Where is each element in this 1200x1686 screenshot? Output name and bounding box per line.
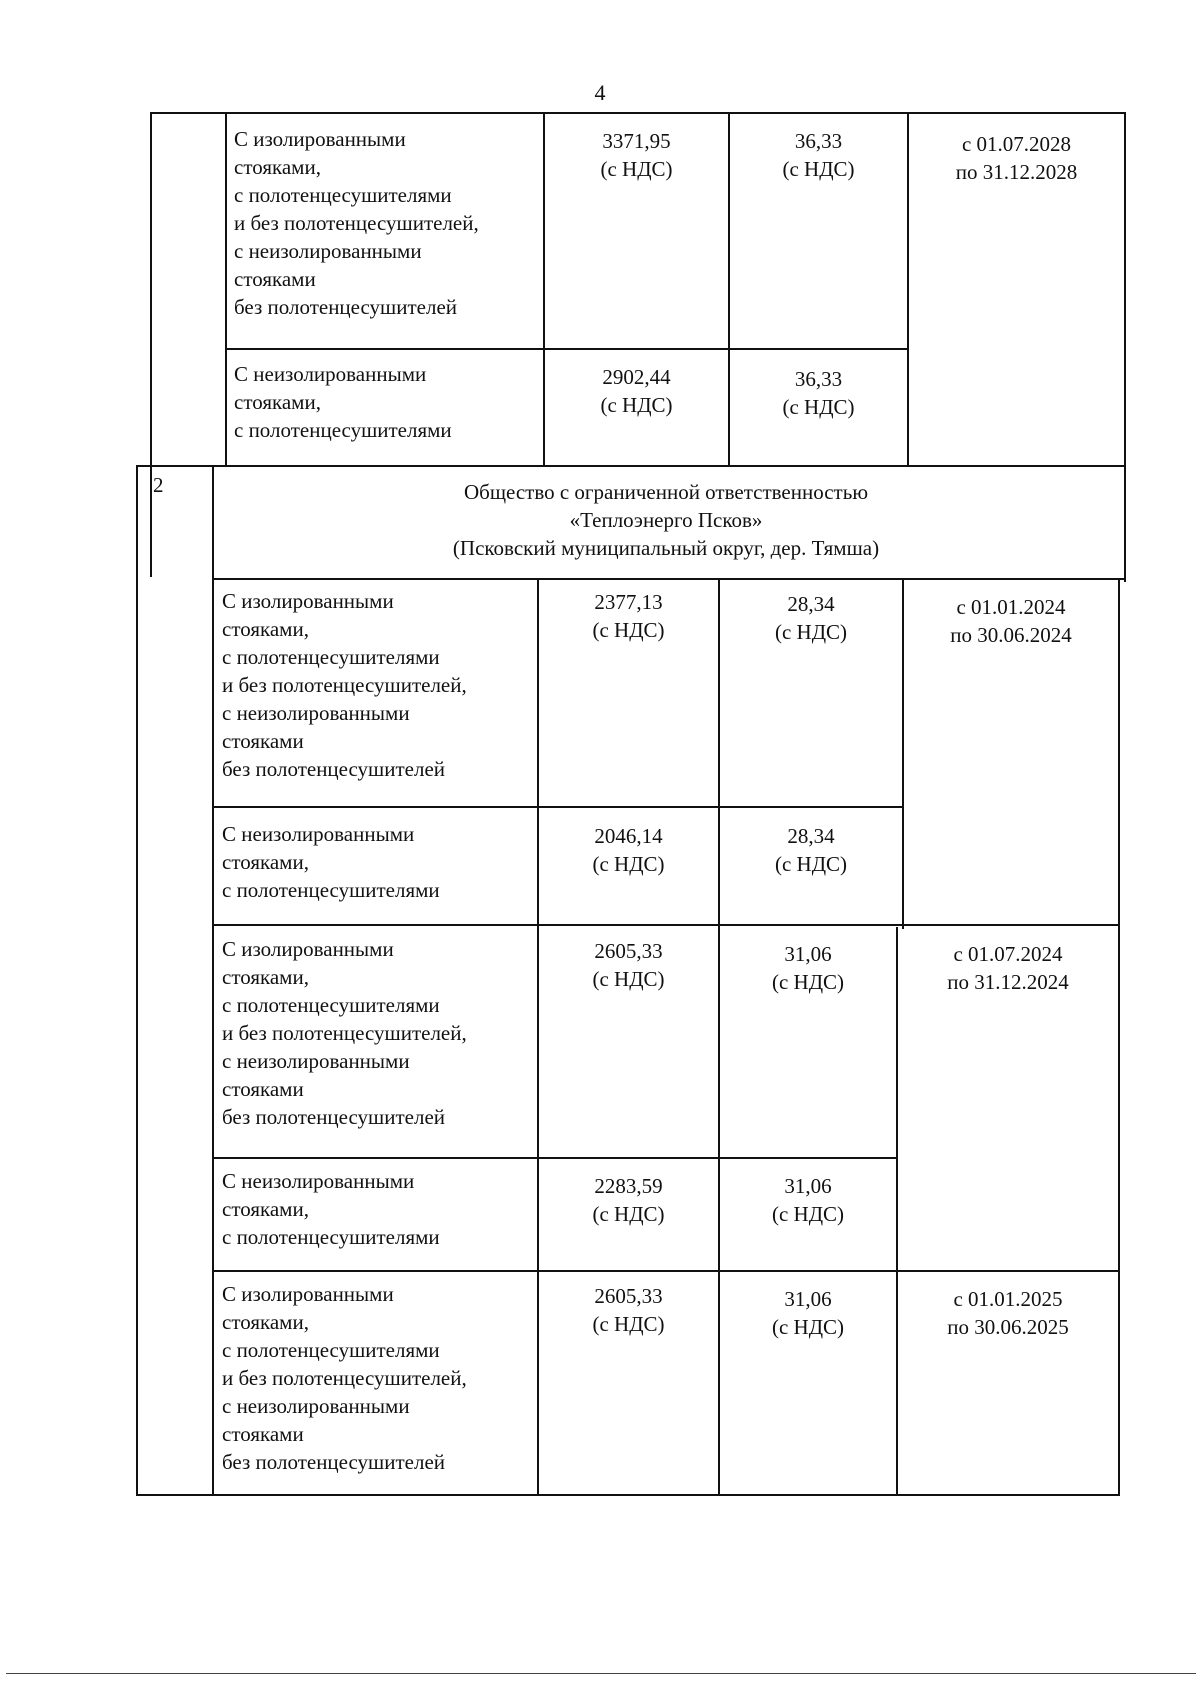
row-divider — [225, 348, 907, 350]
column-divider — [896, 927, 898, 1496]
row-divider — [212, 578, 1124, 580]
row-description: С изолированными стояками, с полотенцесушителями и без полотенцесушителей, с неизолированными стояками без полотенцесушителей — [222, 937, 467, 1129]
row-description: С неизолированными стояками, с полотенцесушителями — [222, 1169, 440, 1249]
row-divider — [212, 806, 902, 808]
row-component: 36,33 (с НДС) — [782, 367, 855, 419]
row-price: 2605,33 (с НДС) — [592, 1284, 665, 1336]
table-border-left — [136, 465, 138, 1496]
column-divider — [537, 578, 539, 1496]
row-description: С изолированными стояками, с полотенцесушителями и без полотенцесушителей, с неизолированными стояками без полотенцесушителей — [222, 1282, 467, 1474]
row-price: 2605,33 (с НДС) — [592, 939, 665, 991]
row-component: 36,33 (с НДС) — [782, 129, 855, 181]
table-border-right — [1118, 580, 1120, 1496]
row-component: 28,34 (с НДС) — [774, 824, 848, 876]
row-description: С неизолированными стояками, с полотенцесушителями — [234, 362, 452, 442]
row-component: 31,06 (с НДС) — [771, 942, 845, 994]
row-component: 31,06 (с НДС) — [771, 1174, 845, 1226]
row-period: с 01.07.2028 по 31.12.2028 — [955, 132, 1078, 184]
table-border-top — [150, 112, 1124, 114]
row-period: с 01.01.2024 по 30.06.2024 — [950, 595, 1072, 647]
row-price: 2046,14 (с НДС) — [592, 824, 665, 876]
scan-edge-line — [6, 1673, 1196, 1674]
row-description: С неизолированными стояками, с полотенцесушителями — [222, 822, 440, 902]
section-number: 2 — [153, 473, 164, 497]
row-component: 31,06 (с НДС) — [771, 1287, 845, 1339]
row-price: 2902,44 (с НДС) — [600, 365, 673, 417]
row-divider — [212, 1270, 1118, 1272]
row-divider — [212, 1157, 896, 1159]
row-component: 28,34 (с НДС) — [774, 592, 848, 644]
row-price: 2377,13 (с НДС) — [592, 590, 665, 642]
row-period: с 01.01.2025 по 30.06.2025 — [947, 1287, 1069, 1339]
column-divider — [718, 578, 720, 1496]
row-price: 2283,59 (с НДС) — [592, 1174, 665, 1226]
number-column-divider — [212, 465, 214, 1496]
table-border-left — [150, 112, 152, 577]
row-price: 3371,95 (с НДС) — [600, 129, 673, 181]
table-border-right — [1124, 112, 1126, 582]
row-period: с 01.07.2024 по 31.12.2024 — [947, 942, 1069, 994]
page-number: 4 — [594, 80, 606, 105]
row-divider — [212, 924, 1118, 926]
table-border-bottom — [136, 1494, 1120, 1496]
row-divider — [136, 465, 1124, 467]
number-column-divider — [225, 112, 227, 465]
row-description: С изолированными стояками, с полотенцесушителями и без полотенцесушителей, с неизолированными стояками без полотенцесушителей — [222, 589, 467, 781]
organization-name: Общество с ограниченной ответственностью «Теплоэнерго Псков» (Псковский муниципальный округ, дер. Тямша) — [452, 480, 880, 560]
row-description: С изолированными стояками, с полотенцесушителями и без полотенцесушителей, с неизолированными стояками без полотенцесушителей — [234, 127, 479, 319]
